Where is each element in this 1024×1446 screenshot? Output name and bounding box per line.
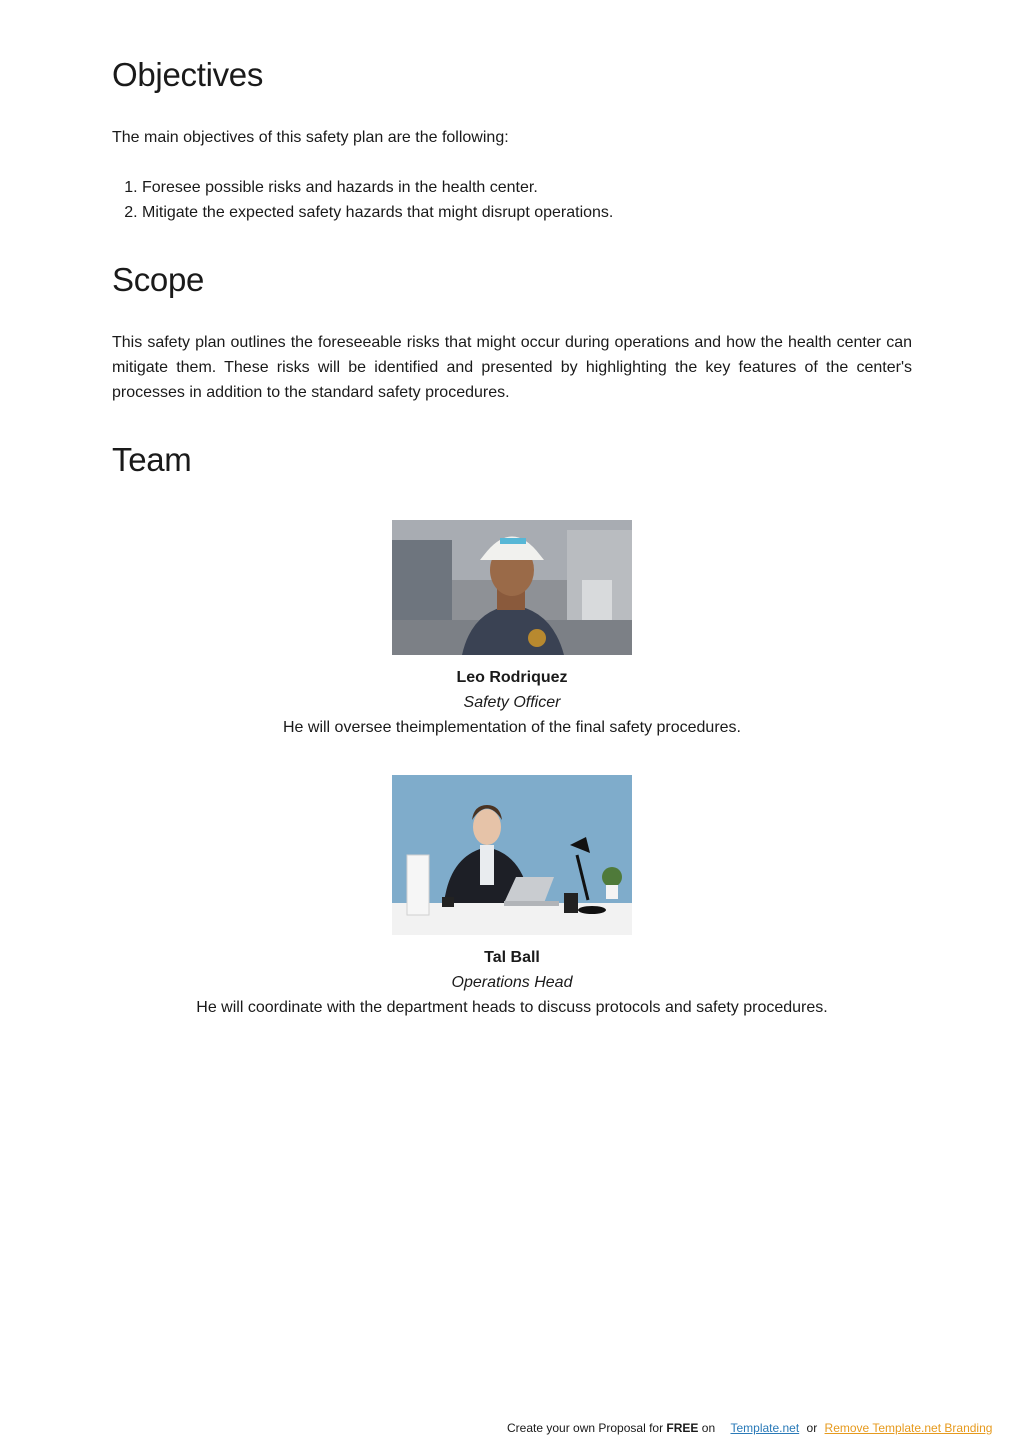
objectives-list <box>112 175 613 225</box>
team-member-description: He will oversee theimplementation of the final safety procedures. <box>282 719 741 736</box>
branding-footer <box>507 1419 992 1437</box>
team-member-role: Safety Officer <box>463 694 561 711</box>
team-member-role: Operations Head <box>451 974 573 991</box>
objectives-intro: The main objectives of this safety plan are the following: <box>112 129 509 146</box>
team-member-photo <box>392 775 632 935</box>
businessman-desk-photo <box>392 775 632 935</box>
team-member-card <box>112 520 912 740</box>
footer-prefix: Create your own Proposal for <box>507 1421 667 1435</box>
team-member-photo <box>392 520 632 655</box>
template-net-link[interactable]: Template.net <box>730 1421 800 1435</box>
objectives-heading: Objectives <box>112 56 264 93</box>
team-member-name: Leo Rodriquez <box>456 669 568 686</box>
footer-free: FREE <box>666 1421 699 1435</box>
objective-item: 1. Foresee possible risks and hazards in the health center. <box>142 175 613 200</box>
worker-hardhat-photo <box>392 520 632 655</box>
scope-paragraph: This safety plan outlines the foreseeable risks that might occur during operations and how the health center can mitigate them. These risks will be identified and presented by highlighting the key features of the center's processes in addition to the standard safety procedures. <box>112 334 912 401</box>
footer-on: on <box>698 1421 716 1435</box>
footer-or: or <box>806 1421 818 1435</box>
team-member-name: Tal Ball <box>484 949 540 966</box>
objective-item: 2. Mitigate the expected safety hazards that might disrupt operations. <box>142 200 613 225</box>
team-member-card <box>112 775 912 1020</box>
scope-heading: Scope <box>112 261 205 298</box>
team-heading: Team <box>112 441 192 478</box>
remove-branding-link[interactable]: Remove Template.net Branding <box>824 1421 993 1435</box>
team-member-description: He will coordinate with the department heads to discuss protocols and safety procedures. <box>196 999 828 1016</box>
